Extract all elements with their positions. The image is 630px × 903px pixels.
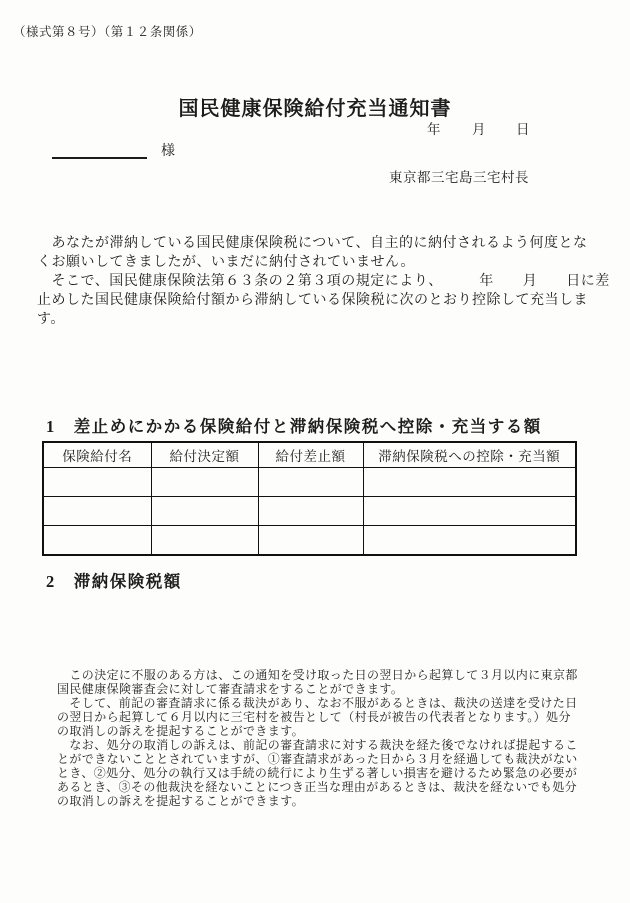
date-month-label: 月	[472, 122, 486, 137]
date-year-label: 年	[427, 122, 441, 137]
recipient-name-blank	[52, 138, 147, 159]
body-paragraph-2-line: そこで、国民健康保険法第６３条の２第３項の規定により、 年 月 日に差	[37, 274, 610, 289]
table-cell-blank	[151, 526, 258, 556]
table-cell-blank	[151, 468, 258, 497]
body-paragraph-2-line: 止めした国民健康保険給付額から滞納している保険税に次のとおり控除して充当しま	[37, 293, 588, 308]
table-cell-blank	[363, 468, 576, 497]
column-header-benefit-name: 保険給付名	[43, 442, 151, 468]
note-line: この決定に不服のある方は、この通知を受け取った日の翌日から起算して３月以内に東京都	[57, 668, 578, 682]
note-line: の取消しの訴えを提起することができます。	[57, 794, 305, 808]
table-row	[43, 497, 576, 526]
note-line: そして、前記の審査請求に係る裁決があり、なお不服があるときは、裁決の送達を受けた日	[57, 696, 578, 710]
appeal-rights-notes	[57, 668, 597, 808]
benefit-appropriation-table	[42, 441, 577, 556]
section2-heading: 2 滞納保険税額	[46, 572, 182, 591]
section1-heading: 1 差止めにかかる保険給付と滞納保険税へ控除・充当する額	[46, 417, 542, 436]
note-line: とき、②処分、処分の執行又は手続の続行により生ずる著しい損害を避けるため緊急の必要が	[57, 766, 578, 780]
table-row	[43, 526, 576, 556]
note-line: の取消しの訴えを提起することができます。	[57, 724, 305, 738]
table-cell-blank	[43, 497, 151, 526]
table-header-row	[43, 442, 576, 468]
sender-name: 東京都三宅島三宅村長	[389, 170, 529, 185]
note-line: なお、処分の取消しの訴えは、前記の審査請求に対する裁決を経た後でなければ提起するこ	[57, 738, 578, 752]
table-cell-blank	[43, 526, 151, 556]
note-line: の翌日から起算して６月以内に三宅村を被告として（村長が被告の代表者となります。）処分	[57, 710, 571, 724]
note-line: 国民健康保険審査会に対して審査請求をすることができます。	[57, 682, 404, 696]
body-paragraph-1-line: あなたが滞納している国民健康保険税について、自主的に納付されるよう何度とな	[37, 236, 588, 251]
body-paragraph-2	[37, 272, 612, 329]
table-cell-blank	[258, 468, 363, 497]
recipient-honorific: 様	[161, 144, 175, 159]
table-cell-blank	[258, 497, 363, 526]
body-paragraph-1-line: くお願いしてきましたが、いまだに納付されていません。	[37, 255, 415, 270]
column-header-appropriated-amount: 滞納保険税への控除・充当額	[363, 442, 576, 468]
note-line: あるとき、③その他裁決を経ないことにつき正当な理由があるときは、裁決を経ないでも処分	[57, 780, 578, 794]
table-cell-blank	[151, 497, 258, 526]
date-day-label: 日	[516, 122, 530, 137]
table-row	[43, 468, 576, 497]
body-paragraph-1	[37, 234, 612, 272]
page-title: 国民健康保険給付充当通知書	[178, 98, 452, 120]
table-cell-blank	[363, 526, 576, 556]
form-number: （様式第８号）（第１２条関係）	[13, 25, 202, 39]
note-line: とができないこととされていますが、①審査請求があった日から３月を経過しても裁決がない	[57, 752, 578, 766]
table-cell-blank	[258, 526, 363, 556]
table-cell-blank	[43, 468, 151, 497]
table-cell-blank	[363, 497, 576, 526]
column-header-withheld-amount: 給付差止額	[258, 442, 363, 468]
column-header-decided-amount: 給付決定額	[151, 442, 258, 468]
body-paragraph-2-line: す。	[37, 312, 65, 327]
